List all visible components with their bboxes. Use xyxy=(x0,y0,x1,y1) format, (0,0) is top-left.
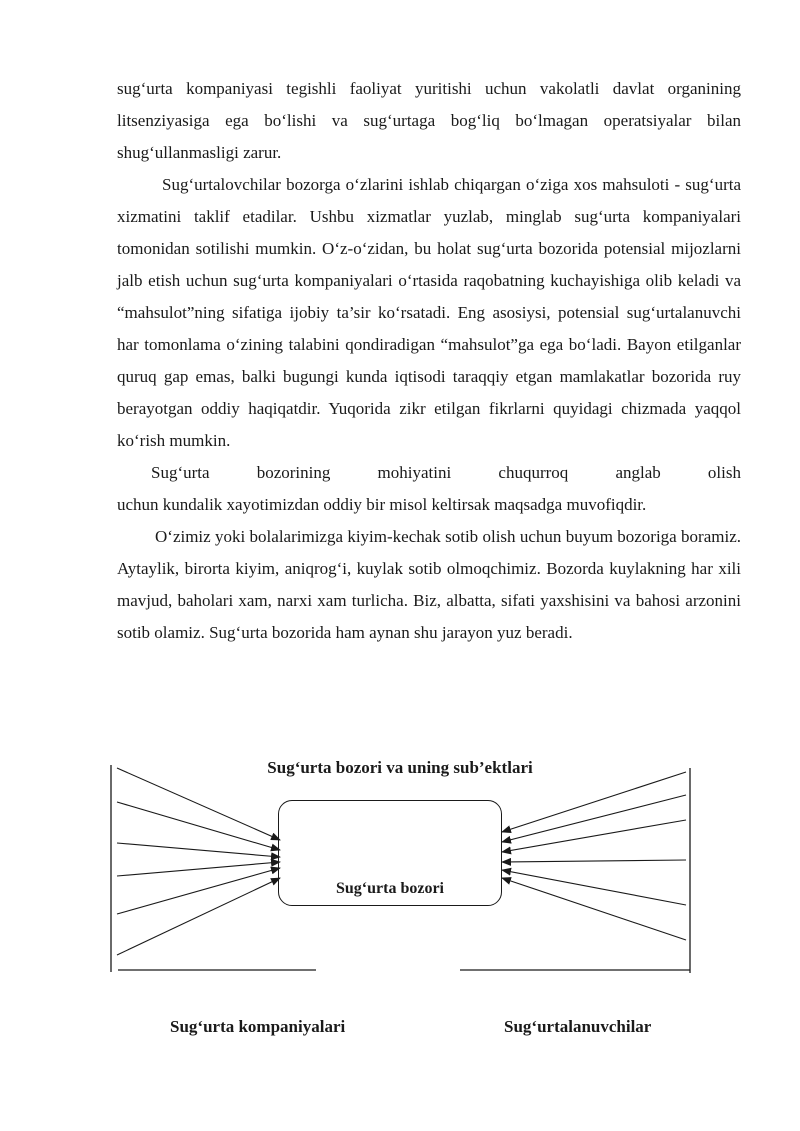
paragraph-clothing-example: O‘zimiz yoki bolalarimizga kiyim-kechak sotib olish uchun buyum bozoriga boramiz. Aytaylik, birorta kiyim, aniqrog‘i, kuylak sotib olmoqchimiz. Bozorda kuylakning har xili mavjud, baholari xam, narxi xam turlicha. Biz, albatta, sifati yaxshisini va bahosi arzonini sotib olamiz. Sug‘urta bozorida ham aynan shu jarayon yuz beradi. xyxy=(117,527,741,642)
left-arrow xyxy=(117,862,280,876)
insurance-companies-caption: Sug‘urta kompaniyalari xyxy=(170,1017,346,1036)
left-arrow xyxy=(117,843,280,857)
diagram-title: Sug‘urta bozori va uning sub’ektlari xyxy=(267,758,533,777)
left-arrow xyxy=(117,868,280,914)
insured-parties-caption: Sug‘urtalanuvchilar xyxy=(504,1017,652,1036)
paragraph-licensing: sug‘urta kompaniyasi tegishli faoliyat yuritishi uchun vakolatli davlat organining litsenziyasiga ega bo‘lishi va sug‘urtaga bog‘liq bo‘lmagan operatsiyalar bilan shug‘ullanmasligi zarur. xyxy=(117,79,741,162)
paragraph-market-essence: Sug‘urta bozorining mohiyatini chuqurroq anglab olish uchun kundalik xayotimizdan oddiy bir misol keltirsak maqsadga muvofiqdir. xyxy=(117,463,741,514)
paragraph-insurers-offer: Sug‘urtalovchilar bozorga o‘zlarini ishlab chiqargan o‘ziga xos mahsuloti - sug‘urta xizmatini taklif etadilar. Ushbu xizmatlar yuzlab, minglab sug‘urta kompaniyalari tomonidan sotilishi mumkin. O‘z-o‘zidan, bu holat sug‘urta bozorida potensial mijozlarni jalb etish uchun sug‘urta kompaniyalari o‘rtasida raqobatning kuchayishiga olib keladi va “mahsulot”ning sifatiga ijobiy ta’sir ko‘rsatadi. Eng asosiysi, potensial sug‘urtalanuvchi har tomonlama o‘zining talabini qondiradigan “mahsulot”ga ega bo‘ladi. Bayon etilganlar quruq gap emas, balki bugungi kunda iqtisodi taraqqiy etgan mamlakatlar bozorida ruy berayotgan oddiy haqiqatdir. Yuqorida zikr etilgan fikrlarni quyidagi chizmada yaqqol ko‘rish mumkin. xyxy=(117,175,741,450)
left-arrow xyxy=(117,878,280,955)
insurance-market-label: Sug‘urta bozori xyxy=(336,880,444,897)
left-arrow xyxy=(117,768,280,840)
right-arrow xyxy=(502,860,686,862)
right-arrow xyxy=(502,820,686,852)
left-arrow xyxy=(117,802,280,850)
